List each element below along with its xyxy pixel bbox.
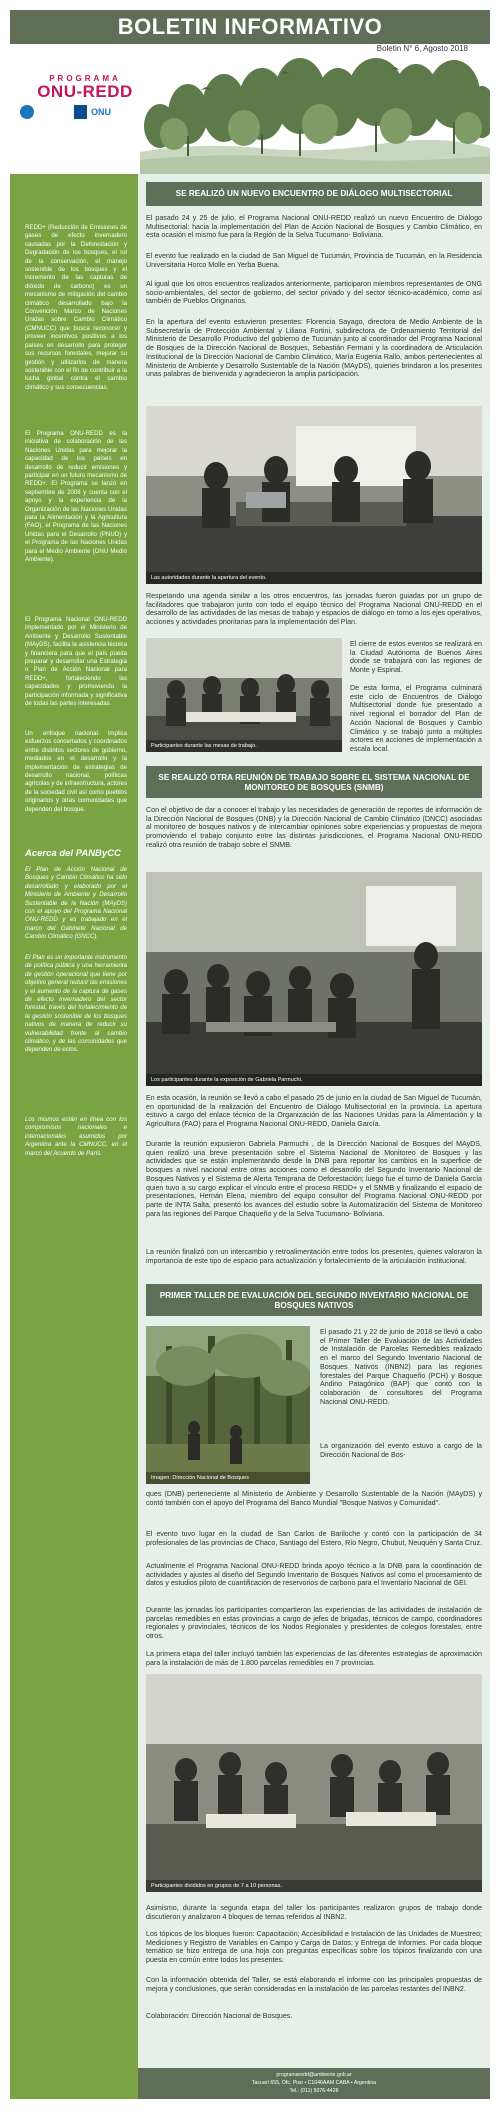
forest-illustration — [140, 56, 490, 174]
section3-paragraph-4: Actualmente el Programa Nacional ONU-REDD brinda apoyo técnico a la DNB para la coordinación de actividades y ajustes al diseño del Segundo Inventario de Bosques Nativos así como el procesamiento de datos y estudios piloto de cuantificación de reservorios de carbono para el Inventario Nacional de GEI. — [146, 1562, 482, 1588]
section1-paragraph-5: Respetando una agenda similar a los otros encuentros, las jornadas fueron guiadas por un grupo de facilitadores que trabajaron junto con todo el equipo técnico del Programa Nacional ONU-REDD en el desarrollo de las actividades de las mesas de trabajo y espacios de diálogo en torno a los ejes operativos, acciones y actividades prioritarias para la implementación del Plan. — [146, 592, 482, 627]
section3-paragraph-2a: La organización del evento estuvo a cargo de la Dirección Nacional de Bos- — [320, 1442, 482, 1459]
footer — [138, 2068, 490, 2099]
un-environment-logo: ONU — [91, 107, 111, 117]
section1-paragraph-2: El evento fue realizado en la ciudad de San Miguel de Tucumán, Provincia de Tucumán, en la Residencia Universitaria Horco Molle en Yerba Buena. — [146, 252, 482, 269]
section3-paragraph-1: El pasado 21 y 22 de junio de 2018 se llevó a cabo el Primer Taller de Evaluación de las Actividades de Instalación de Parcelas Remedibles realizado en el marco del Segundo Inventario Nacional de Bosques Nativos (INBN2) para las regiones forestales del Parque Chaqueño (PCH) y Bosque Andino Patagónico (BAP) que contó con la colaboración de consultores del Programa Nacional ONU-REDD. — [320, 1328, 482, 1406]
section1-photo-opening-caption: Las autoridades durante la apertura del evento. — [146, 572, 482, 584]
photo-presentation-image — [146, 872, 482, 1086]
section1-paragraph-1: El pasado 24 y 25 de julio, el Programa Nacional ONU-REDD realizó un nuevo Encuentro de Diálogo Multisectorial: hacia la implementación del Plan de Acción Nacional de Bosques y Cambio Climático, en esta ocasión el mismo fue para la Región de la Selva Tucumano- Boliviana. — [146, 214, 482, 240]
section1-paragraph-4: En la apertura del evento estuvieron presentes: Florencia Sayago, directora de Medio Ambiente de la Subsecretaría de Protección Ambiental y Liliana Fortini, subdirectora de Ordenamiento Territorial del Ministerio de Desarrollo Productivo del gobierno de Tucumán junto al coordinador del Programa Nacional de Bosques de la Dirección Nacional de Bosques, Sebastián Fermani y la coordinadora de Articulación Institucional de la Dirección Nacional de Cambio Climático, María Eugenia Rallo, ambos pertenecientes al Ministerio de Ambiente y Desarrollo Sustentable de la Nación (MAyDS), quienes brindaron a los presentes unas palabras de bienvenida y agradecieron la amplia participación. — [146, 318, 482, 379]
issue-number: Boletin N° 6, Agosto 2018 — [376, 44, 468, 53]
photo-workgroups-image — [146, 638, 342, 752]
section3-paragraph-8: Los tópicos de los bloques fueron: Capacitación; Accesibilidad e Instalación de las Unidades de Muestreo; Mediciones y Registro de Variables en Campo y Carga de Datos; y Entrega de Informes. Por cada bloque temático se hizo entrega de una hoja con preguntas específicas sobre los tópicos finalizando con una puesta en común entre todos los presentes. — [146, 1930, 482, 1965]
main-content — [138, 174, 490, 2099]
section2-photo-caption: Los participantes durante la exposición de Gabriela Parmuchi. — [146, 1074, 482, 1086]
newsletter-header — [10, 10, 490, 44]
sidebar-national-program: El Programa Nacional ONU-REDD implementado por el Ministerio de Ambiente y Desarrollo Sustentable (MAyDS), facilita la asistencia técnica y financiera para que el país pueda preparar y desarrollar una Estrategia o Plan de Acción Nacional para REDD+, fortaleciendo las capacidades y promoviendo la participación informada y significativa de todas las partes interesadas. — [25, 616, 127, 708]
section1-paragraph-3: Al igual que los otros encuentros realizados anteriormente, participaron miembros representantes de ONG socio-ambientales, del sector de gobierno, del sector privado y del sector técnico-académico, como así también de Pueblos Originarios. — [146, 280, 482, 306]
sidebar-about-instrument: El Plan es un importante instrumento de política pública y una herramienta de gestión operacional que tiene por objetivo general reducir las emisiones y el aumento de la captura de gases de efecto invernadero del sector forestal, través del fortalecimiento de la gestión sostenible de los bosques nativos de manera de reducir su vulnerabilidad frente al cambio climático, y de las comunidades que dependen de estos. — [25, 954, 127, 1054]
section2-paragraph-4: La reunión finalizó con un intercambio y retroalimentación entre todos los presentes, quienes valoraron la importancia de este tipo de espacio para actualización y fortalecimiento de la articulación institucional. — [146, 1248, 482, 1265]
section1-photo-workgroups-caption: Participantes durante las mesas de trabajo. — [146, 740, 342, 752]
section2-title: SE REALIZÓ OTRA REUNIÓN DE TRABAJO SOBRE EL SISTEMA NACIONAL DE MONITOREO DE BOSQUES (SNMB) — [146, 766, 482, 798]
section1-photo-opening — [146, 406, 482, 584]
footer-address: Tacuarí 655, Ofc. Piso • C1046AAM CABA • Argentina — [251, 2080, 377, 2086]
sidebar-about-title: Acerca del PANByCC — [25, 848, 121, 859]
section1-paragraph-6: El cierre de estos eventos se realizará en la Ciudad Autónoma de Buenos Aires donde se trabajará con las regiones de Monte y Espinal. — [350, 640, 482, 675]
section3-title: PRIMER TALLER DE EVALUACIÓN DEL SEGUNDO INVENTARIO NACIONAL DE BOSQUES NATIVOS — [146, 1284, 482, 1316]
sidebar-onu-redd-program: El Programa ONU-REDD es la iniciativa de colaboración de las Naciones Unidas para mejorar la capacidad de los países en desarrollo de reducir emisiones y participar en un futuro mecanismo de REDD+. El Programa se lanzó en septiembre de 2008 y cuenta con el apoyo y la experiencia de la Organización de las Naciones Unidas para la Alimentación y la Agricultura (FAO), el Programa de las Naciones Unidas para el Desarrollo (PNUD) y el Programa de las Naciones Unidas para el Medio Ambiente (ONU Medio Ambiente). — [25, 430, 127, 564]
section3-paragraph-3: El evento tuvo lugar en la ciudad de San Carlos de Bariloche y contó con la participación de 34 profesionales de las provincias de Chaco, Santiago del Estero, Río Negro, Chubut, Neuquén y Santa Cruz. — [146, 1530, 482, 1547]
section1-title: SE REALIZÓ UN NUEVO ENCUENTRO DE DIÁLOGO MULTISECTORIAL — [146, 182, 482, 206]
section2-paragraph-3: Durante la reunión expusieron Gabriela Parmuchi , de la Dirección Nacional de Bosques del MAyDS, quien realizó una breve presentación sobre el Sistema Nacional de Monitoreo de Bosques y las actividades que se están implementando desde la DNB para reportar los cambios en la superficie de bosques a nivel nacional entre otras acciones como el desarrollo del Segundo Inventario Nacional de Bosques Nativos y el Sistema de Alerta Temprana de Deforestación; luego fue el turno de Daniela García quien tuvo a su cargo explicar el vínculo entre el proceso REDD+ y el SNMB y finalizando el espacio de presentaciones, Hernán Elena, miembro del equipo consultor del Programa Nacional ONU-REDD por parte de INTA Salta, presentó los avances del estudio sobre la Automatización del Sistema de Monitoreo para las regiones del Parque Chaqueño y de la Selva Tucumano- Boliviana. — [146, 1140, 482, 1218]
footer-email[interactable]: programaredd@ambiente.gob.ar — [276, 2072, 352, 2078]
onu-redd-logo — [20, 74, 150, 119]
banner — [10, 56, 490, 174]
fao-logo-icon — [20, 105, 34, 119]
section3-photo-groups — [146, 1674, 482, 1892]
sidebar-about-commitments: Los mismos están en línea con los compromisos nacionales e internacionales asumidos por Argentina ante la CMNUCC, en el marco del Acuerdo de París. — [25, 1116, 127, 1157]
section3-paragraph-2b: ques (DNB) perteneciente al Ministerio de Ambiente y Desarrollo Sustentable de la Nación (MAyDS) y contó también con el apoyo del Programa del Banco Mundial "Bosque Nativos y Comunidad". — [146, 1490, 482, 1507]
section2-photo-presentation — [146, 872, 482, 1086]
section3-paragraph-7: Asimismo, durante la segunda etapa del taller los participantes realizaron grupos de trabajo donde discutieron y analizaron 4 bloques de temas referidos al INBN2. — [146, 1904, 482, 1921]
section3-photo-groups-caption: Participantes divididos en grupos de 7 a 10 personas. — [146, 1880, 482, 1892]
section1-photo-workgroups — [146, 638, 342, 752]
section3-photo-forest-caption: Imagen: Dirección Nacional de Bosques — [146, 1472, 310, 1484]
logo-programa: PROGRAMA — [49, 74, 121, 83]
sidebar — [10, 174, 138, 2099]
sidebar-national-approach: Un enfoque nacional implica esfuerzos concertados y coordinados entre distintos sectores de gobierno, mediados en el desarrollo y la implementación de estrategias de desarrollo nacional, políticas agrícolas y de infraestructura, actores de la sociedad civil así como pueblos originarios y otras comunidades que dependen del bosque. — [25, 730, 127, 813]
section3-paragraph-6: La primera etapa del taller incluyó también las experiencias de las diferentes estrategias de aproximación para la instalación de más de 1.800 parcelas remedibles en 7 provincias. — [146, 1650, 482, 1667]
section3-paragraph-5: Durante las jornadas los participantes compartieron las experiencias de las actividades de instalación de parcelas remedibles en estas provincias a cargo de jefes de brigadas, técnicos de campo, coordinadores regionales y provinciales, técnicos de los Nodos Regionales y presidentes de colegios forestales, entre otros. — [146, 1606, 482, 1641]
photo-forest-image — [146, 1326, 310, 1484]
section2-paragraph-1: Con el objetivo de dar a conocer el trabajo y las necesidades de generación de reportes de información de la Dirección Nacional de Bosques (DNB) y la Dirección Nacional de Cambio Climático (DNCC) asociadas al monitoreo de bosques nativos y de intercambiar opiniones sobre experiencias y propuestas de mejora promoviendo el trabajo conjunto entre las distintas jurisdicciones, el Programa Nacional ONU-REDD realizó otra reunión de trabajo sobre el SNMB. — [146, 806, 482, 849]
sidebar-about-plan: El Plan de Acción Nacional de Bosques y Cambio Climático ha sido desarrollado y elaborado por el Ministerio de Ambiente y Desarrollo Sustentable de la Nación (MAyDS) con el apoyo del Programa Nacional ONU-REDD y es trabajado en el marco del Gabinete Nacional de Cambio Climático (GNCC). — [25, 866, 127, 941]
undp-logo-icon — [74, 105, 87, 119]
section2-paragraph-2: En esta ocasión, la reunión se llevó a cabo el pasado 25 de junio en la ciudad de San Miguel de Tucumán, en oportunidad de la realización del Encuentro de Diálogo Multisectorial en la provincia. La apertura estuvo a cargo del enlace técnico de la Organización de las Naciones Unidas para la Alimentación y la Agricultura (FAO) para el Programa Nacional ONU-REDD, Daniela García. — [146, 1094, 482, 1129]
newsletter-title: BOLETIN INFORMATIVO — [117, 14, 383, 39]
photo-groups-image — [146, 1674, 482, 1892]
sidebar-redd-definition: REDD+ (Reducción de Emisiones de gases de efecto invernadero causadas por la Deforestación y Degradación de los bosques, el rol de la conservación, el manejo sostenible de los bosques y el incremento de las capturas de dióxido de carbono) es un mecanismo de mitigación del cambio climático desarrollado bajo la Convención Marco de Naciones Unidas sobre Cambio Climático (CMNUCC) que busca reconocer y proveer incentivos positivos a los países en desarrollo para proteger sus recursos forestales, mejorar su gestión y utilizarlos de manera sostenible con el fin de contribuir a la lucha global contra el cambio climático y sus consecuencias. — [25, 224, 127, 391]
section3-paragraph-9: Con la información obtenida del Taller, se está elaborando el informe con las principales propuestas de mejora y conclusiones, que serán consideradas en la instalación de las parcelas restantes del INBN2. — [146, 1976, 482, 1993]
footer-phone: Tel.: (011) 5076-4428 — [289, 2088, 339, 2094]
section3-photo-forest — [146, 1326, 310, 1484]
section3-credit: Colaboración: Dirección Nacional de Bosques. — [146, 2012, 293, 2020]
logo-name: ONU-REDD — [37, 82, 133, 101]
section1-paragraph-7: De esta forma, el Programa culminará este ciclo de Encuentros de Diálogo Multisectorial donde fue presentado a nivel regional el borrador del Plan de Acción Nacional de Bosques y Cambio Climático y se trabajó junto a múltiples actores en acciones de implementación a escala local. — [350, 684, 482, 753]
photo-opening-image — [146, 406, 482, 584]
partner-logos — [20, 105, 150, 119]
